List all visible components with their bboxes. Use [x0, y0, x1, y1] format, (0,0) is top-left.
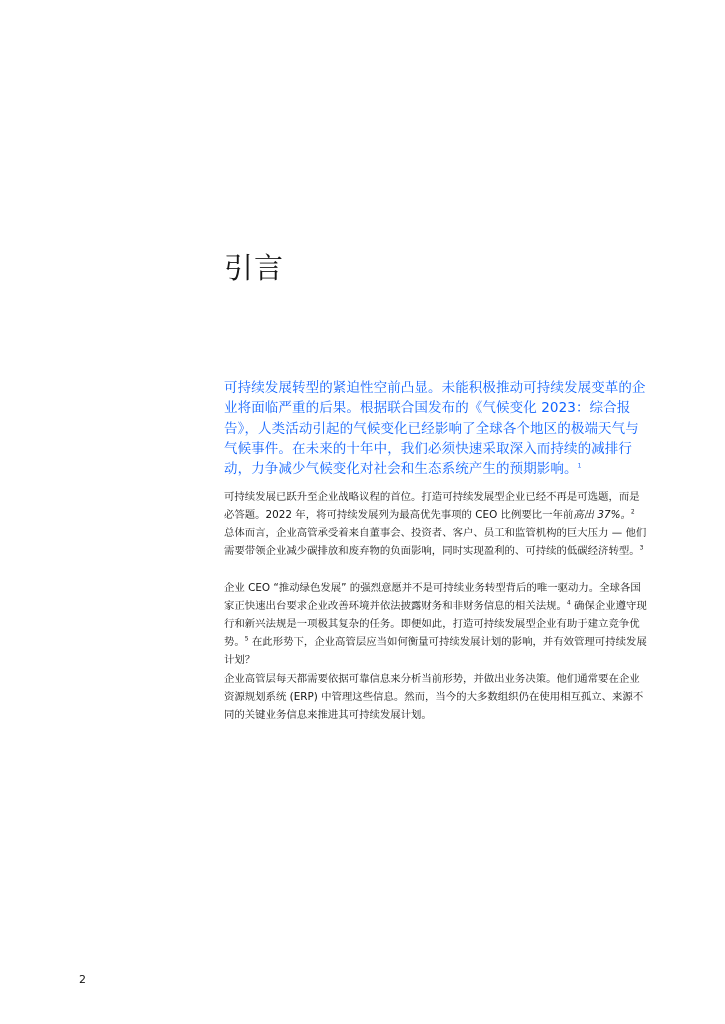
body-paragraph-1-text-b: 总体而言，企业高管承受着来自董事会、投资者、客户、员工和监管机构的巨大压力 — 他们需要带领企业减少碳排放和废弃物的负面影响，同时实现盈利的、可持续的低碳经济转型。 [224, 527, 647, 557]
footnote-ref: 1 [577, 462, 582, 470]
footnote-ref: 4 [566, 599, 571, 607]
footnote-ref: 2 [630, 508, 635, 516]
body-paragraph-2-text-c: 在此形势下，企业高管层应当如何衡量可持续发展计划的影响，并有效管理可持续发展计划？ [224, 636, 647, 666]
body-paragraph-2-text-a: 企业 CEO “推动绿色发展” 的强烈意愿并不是可持续业务转型背后的唯一驱动力。全球各国家正快速出台要求企业改善环境并依法披露财务和非财务信息的相关法规。 [224, 582, 641, 612]
lead-paragraph [224, 378, 648, 479]
page-number: 2 [79, 973, 86, 986]
body-paragraph-1-text-a: 可持续发展已跃升至企业战略议程的首位。打造可持续发展型企业已经不再是可选题，而是必答题。2022 年，将可持续发展列为最高优先事项的 CEO 比例要比一年前 [224, 491, 640, 521]
page-title: 引言 [224, 251, 285, 285]
body-paragraph-2 [224, 579, 648, 669]
lead-paragraph-text: 可持续发展转型的紧迫性空前凸显。未能积极推动可持续发展变革的企业将面临严重的后果。根据联合国发布的《气候变化 2023：综合报告》，人类活动引起的气候变化已经影响了全球各个地区的极端天气与气候事件。在未来的十年中，我们必须快速采取深入而持续的减排行动，力争减少气候变化对社会和生态系统产生的预期影响。 [224, 380, 646, 478]
footnote-ref: 3 [639, 544, 644, 552]
body-paragraph-3: 企业高管层每天都需要依据可靠信息来分析当前形势，并做出业务决策。他们通常要在企业资源规划系统 (ERP) 中管理这些信息。然而，当今的大多数组织仍在使用相互孤立、来源不同的关键业务信息来推进其可持续发展计划。 [224, 673, 644, 721]
body-paragraph-1 [224, 488, 648, 560]
body-paragraph-2-text-b: 确保企业遵守现行和新兴法规是一项极其复杂的任务。即便如此，打造可持续发展型企业有助于建立竞争优势。 [224, 600, 647, 648]
body-paragraph-1-emphasis: 高出 37%。 [573, 509, 631, 521]
footnote-ref: 5 [244, 635, 249, 643]
